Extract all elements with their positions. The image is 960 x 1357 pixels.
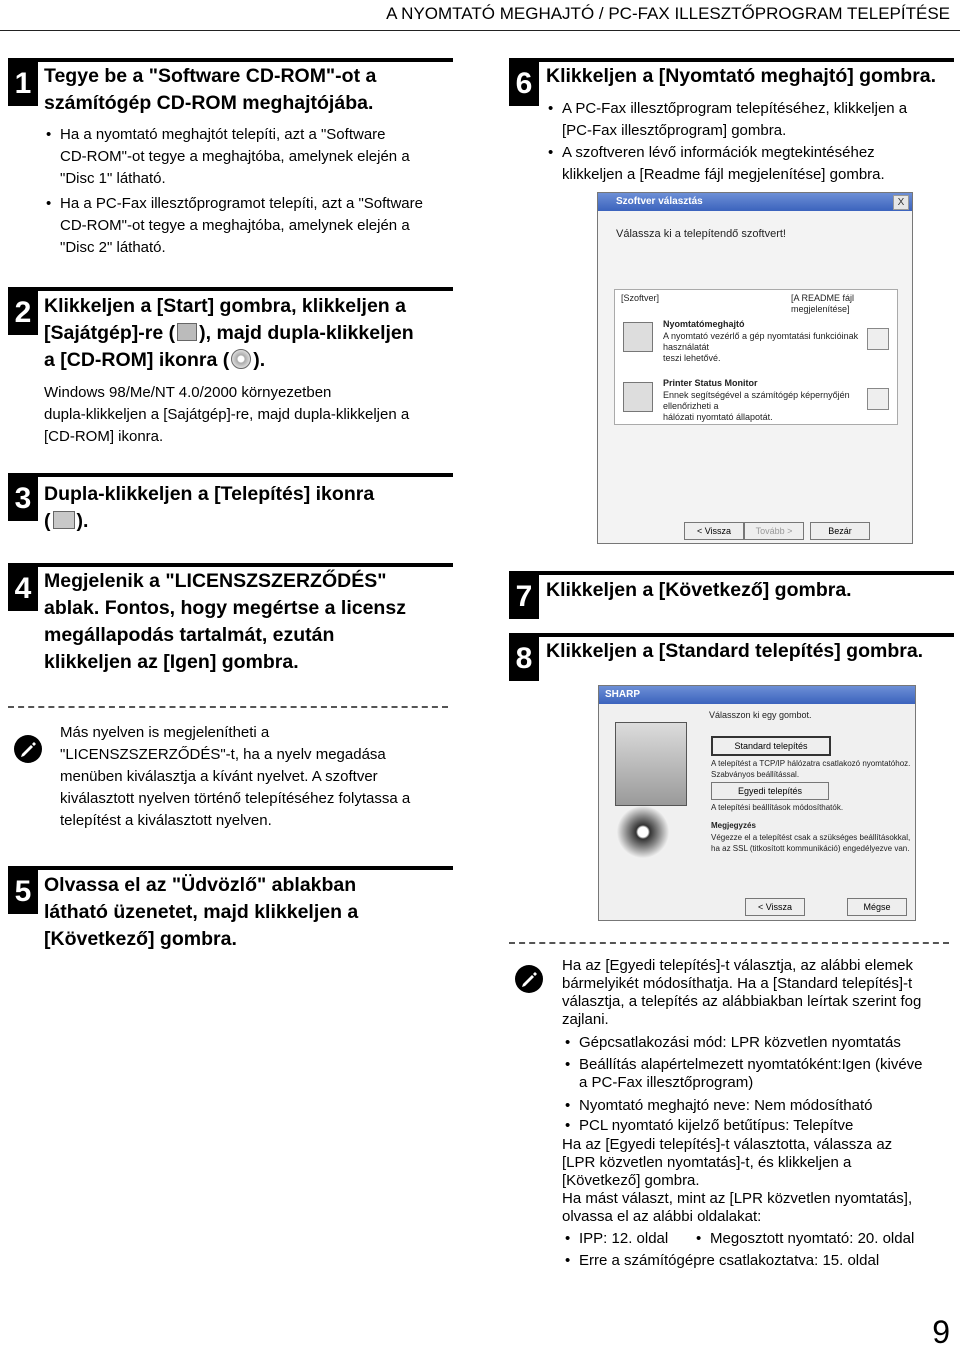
- cd-rom-icon: [231, 349, 251, 369]
- step-bar: [8, 58, 453, 62]
- computer-illustration: [615, 722, 687, 806]
- step-bar: [8, 287, 453, 291]
- note-2-bullet: • PCL nyomtató kijelző betűtípus: Telepítve: [563, 1116, 853, 1136]
- note-pencil-icon: [14, 735, 42, 763]
- step-3-title: Dupla-klikkeljen a [Telepítés] ikonra ( ).: [44, 483, 375, 532]
- item-printer-driver-desc: A nyomtató vezérlő a gép nyomtatási funkcióinak használatát teszi lehetővé.: [663, 331, 859, 363]
- step-7-title: Klikkeljen a [Következő] gombra.: [546, 579, 852, 601]
- install-type-dialog: [598, 685, 916, 921]
- header-rule: [0, 30, 960, 31]
- note-divider: [8, 706, 448, 708]
- step-number: 2: [8, 291, 38, 335]
- software-selection-dialog: [597, 192, 913, 544]
- step-bar: [509, 571, 954, 575]
- item-printer-driver-title: Nyomtatómeghajtó: [663, 319, 745, 329]
- dialog-title: Szoftver választás: [598, 193, 912, 211]
- note-2-bullet: • Nyomtató meghajtó neve: Nem módosítható: [563, 1096, 872, 1116]
- dialog-note-title: Megjegyzés: [711, 821, 756, 830]
- step-bar: [8, 473, 453, 477]
- step-1-title: Tegye be a "Software CD-ROM"-ot a számítógép CD-ROM meghajtójába.: [44, 65, 377, 114]
- dialog-note-desc: Végezze el a telepítést csak a szükséges beállításokkal, ha az SSL (titkosított kommunikáció) engedélyezve van.: [711, 833, 911, 853]
- dialog-brand: SHARP: [599, 686, 915, 704]
- note-text: Más nyelven is megjelenítheti a "LICENSZSZERZŐDÉS"-t, ha a nyelv megadása menüben kiválasztja a kívánt nyelvet. A szoftver kiválasztott nyelven történő telepítéséhez folytassa a telepítést a kiválasztott nyelven.: [60, 724, 411, 829]
- step-bar: [509, 633, 954, 637]
- step-6-bullet: • A szoftveren lévő információk megtekintéséhez klikkeljen a [Readme fájl megjelenítése] gombra.: [546, 142, 885, 186]
- step-5-title: Olvassa el az "Üdvözlő" ablakban látható üzenetet, majd klikkeljen a [Következő] gombra.: [44, 874, 359, 950]
- install-icon: [53, 511, 75, 529]
- step-number: 5: [8, 870, 38, 914]
- readme-button-2[interactable]: [867, 388, 889, 410]
- dialog-prompt: Válasszon ki egy gombot.: [709, 710, 812, 720]
- note-divider: [509, 942, 949, 944]
- printer-driver-icon[interactable]: [623, 322, 653, 352]
- note-2-bullet: • IPP: 12. oldal: [563, 1229, 668, 1249]
- note-2-bullet: • Erre a számítógépre csatlakoztatva: 15. oldal: [563, 1251, 879, 1271]
- step-number: 4: [8, 567, 38, 611]
- cancel-button[interactable]: Mégse: [847, 898, 907, 916]
- item-status-monitor-desc: Ennek segítségével a számítógép képernyőjén ellenőrizheti a hálózati nyomtató állapotát.: [663, 390, 850, 422]
- note-2-paragraph: Ha az [Egyedi telepítés]-t választotta, válassza az [LPR közvetlen nyomtatás]-t, és klikkeljen a [Következő] gombra. Ha mást választ, mint az [LPR közvetlen nyomtatás], olvassa el az alábbi oldalakat:: [562, 1136, 913, 1225]
- dialog-prompt: Válassza ki a telepítendő szoftvert!: [616, 228, 786, 240]
- software-panel: [614, 289, 898, 425]
- status-monitor-icon[interactable]: [623, 382, 653, 412]
- close-button[interactable]: X: [893, 195, 909, 210]
- note-pencil-icon: [515, 965, 543, 993]
- back-button[interactable]: < Vissza: [684, 522, 744, 540]
- tab-software[interactable]: [Szoftver]: [621, 293, 660, 303]
- step-4-title: Megjelenik a "LICENSZSZERZŐDÉS" ablak. Fontos, hogy megértse a licensz megállapodás tartalmát, ezután klikkeljen az [Igen] gombra.: [44, 570, 406, 673]
- step-number: 8: [509, 637, 539, 681]
- standard-install-desc: A telepítést a TCP/IP hálózatra csatlakozó nyomtatóhoz. Szabványos beállítással.: [711, 759, 911, 779]
- step-8-title: Klikkeljen a [Standard telepítés] gombra.: [546, 640, 924, 662]
- readme-button-1[interactable]: [867, 328, 889, 350]
- next-button[interactable]: Tovább >: [744, 522, 804, 540]
- step-6-title: Klikkeljen a [Nyomtató meghajtó] gombra.: [546, 65, 937, 87]
- my-computer-icon: [177, 323, 197, 341]
- step-bar: [8, 866, 453, 870]
- step-bar: [509, 58, 954, 62]
- step-6-bullet: • A PC-Fax illesztőprogram telepítéséhez, klikkeljen a [PC-Fax illesztőprogram] gombra.: [546, 98, 907, 142]
- step-number: 7: [509, 575, 539, 619]
- step-bar: [8, 563, 453, 567]
- item-status-monitor-title: Printer Status Monitor: [663, 378, 758, 388]
- running-header: A NYOMTATÓ MEGHAJTÓ / PC-FAX ILLESZTŐPROGRAM TELEPÍTÉSE: [386, 4, 950, 23]
- step-2-note: Windows 98/Me/NT 4.0/2000 környezetben dupla-klikkeljen a [Sajátgép]-re, majd dupla-klikkeljen a [CD-ROM] ikonra.: [44, 384, 410, 445]
- step-number: 3: [8, 477, 38, 521]
- step-number: 1: [8, 62, 38, 106]
- cd-disc-illustration: [617, 806, 669, 858]
- page-number: 9: [932, 1314, 950, 1350]
- step-2-title: Klikkeljen a [Start] gombra, klikkeljen a [Sajátgép]-re ( ), majd dupla-klikkeljen a [CD-ROM] ikonra ( ).: [44, 295, 414, 371]
- step-1-bullet: • Ha a PC-Fax illesztőprogramot telepíti, azt a "Software CD-ROM"-ot tegye a meghajtóba, amelynek elején a "Disc 2" látható.: [44, 193, 423, 259]
- back-button[interactable]: < Vissza: [745, 898, 805, 916]
- custom-install-desc: A telepítési beállítások módosíthatók.: [711, 803, 844, 812]
- step-1-bullet: • Ha a nyomtató meghajtót telepíti, azt a "Software CD-ROM"-ot tegye a meghajtóba, amelynek elején a "Disc 1" látható.: [44, 124, 410, 190]
- note-2-bullet: • Beállítás alapértelmezett nyomtatóként:Igen (kivéve a PC-Fax illesztőprogram): [563, 1056, 923, 1092]
- note-2-intro: Ha az [Egyedi telepítés]-t választja, az alábbi elemek bármelyikét módosíthatja. Ha a [Standard telepítés]-t választja, a telepítés az alábbiakban leírtak szerint fog zajlani.: [562, 957, 922, 1028]
- standard-install-button[interactable]: Standard telepítés: [711, 736, 831, 756]
- custom-install-button[interactable]: Egyedi telepítés: [711, 782, 829, 800]
- note-2-bullet: • Megosztott nyomtató: 20. oldal: [694, 1229, 914, 1249]
- tab-readme[interactable]: [A README fájl megjelenítése]: [791, 293, 855, 314]
- step-number: 6: [509, 62, 539, 106]
- close-dialog-button[interactable]: Bezár: [810, 522, 870, 540]
- note-2-bullet: • Gépcsatlakozási mód: LPR közvetlen nyomtatás: [563, 1033, 901, 1053]
